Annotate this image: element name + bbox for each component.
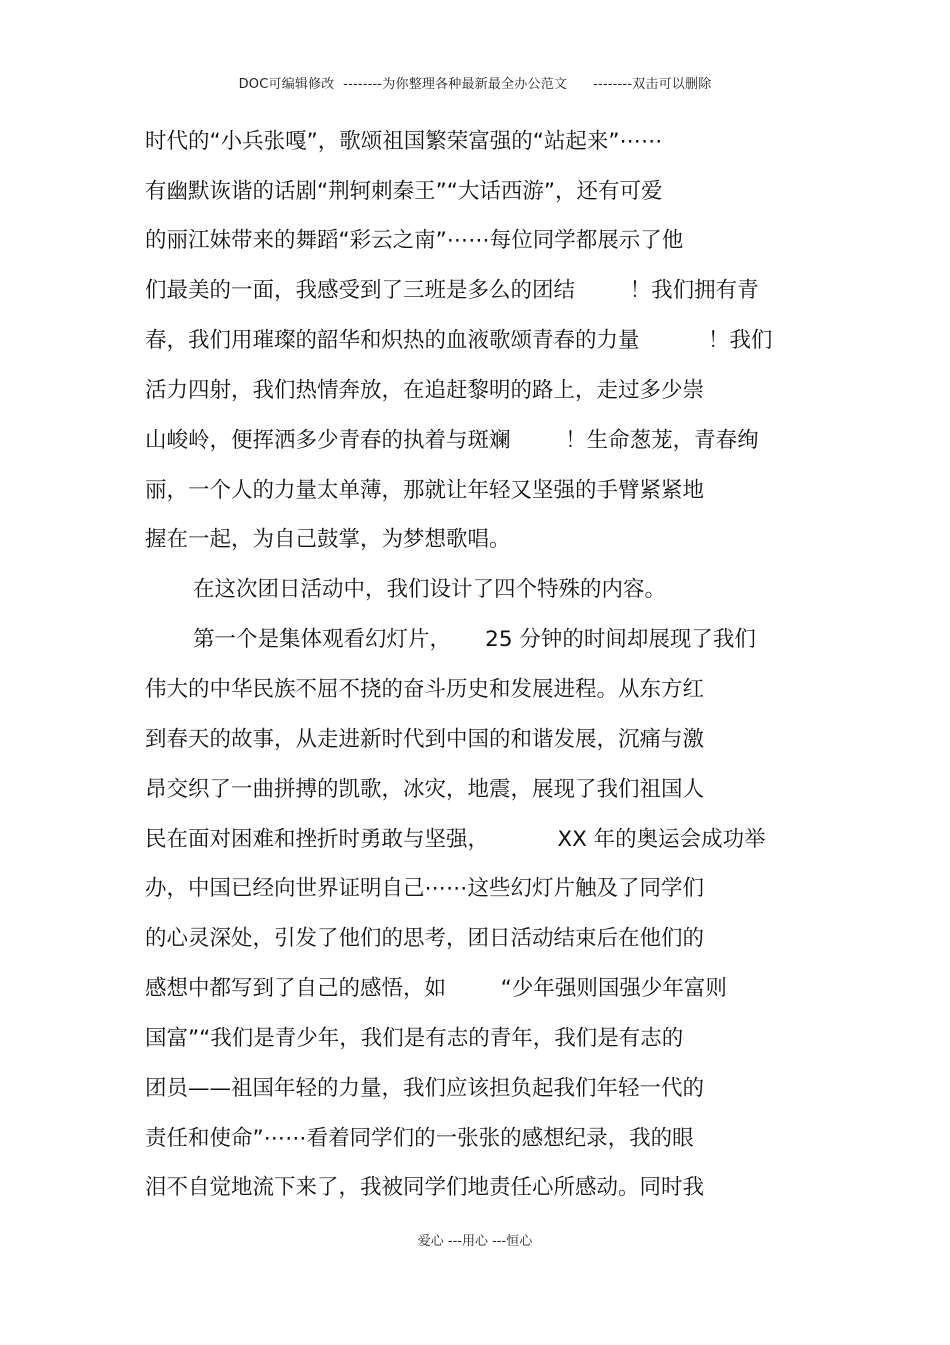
text-line: 的心灵深处，引发了他们的思考，团日活动结束后在他们的 — [145, 926, 705, 951]
document-header: DOC可编辑修改 --------为你整理各种最新最全办公范文 --------双击可以删除 — [238, 77, 712, 92]
text-line: 的丽江妹带来的舞蹈“彩云之南”⋯⋯每位同学都展示了他 — [145, 228, 684, 253]
text-line: 到春天的故事，从走进新时代到中国的和谐发展，沉痛与激 — [145, 727, 705, 752]
text-line: 办，中国已经向世界证明自己⋯⋯这些幻灯片触及了同学们 — [145, 876, 705, 901]
text-line: 丽，一个人的力量太单薄，那就让年轻又坚强的手臂紧紧地 — [145, 478, 705, 503]
text-line: 有幽默诙谐的话剧“荆轲刺秦王”“大话西游”，还有可爱 — [145, 179, 663, 204]
text-line: 们最美的一面，我感受到了三班是多么的团结 ！我们拥有青 — [145, 278, 759, 303]
text-line: 团员——祖国年轻的力量，我们应该担负起我们年轻一代的 — [145, 1076, 705, 1101]
text-line: 国富”“我们是青少年，我们是有志的青年，我们是有志的 — [145, 1026, 684, 1051]
text-line: 感想中都写到了自己的感悟，如 “少年强则国强少年富则 — [145, 976, 727, 1001]
document-footer: 爱心 ---用心 ---恒心 — [417, 1234, 533, 1249]
text-line: 责任和使命”⋯⋯看着同学们的一张张的感想纪录，我的眼 — [145, 1126, 694, 1151]
text-line: 昂交织了一曲拼搏的凯歌，冰灾，地震，展现了我们祖国人 — [145, 777, 705, 802]
text-line: 活力四射，我们热情奔放，在追赶黎明的路上，走过多少崇 — [145, 378, 705, 403]
text-line: 伟大的中华民族不屈不挠的奋斗历史和发展进程。从东方红 — [145, 677, 705, 702]
paragraph-start-line: 第一个是集体观看幻灯片， 25 分钟的时间却展现了我们 — [193, 627, 756, 652]
text-line: 山峻岭，便挥洒多少青春的执着与斑斓 ！生命葱茏，青春绚 — [145, 428, 759, 453]
text-line: 民在面对困难和挫折时勇敢与坚强， XX 年的奥运会成功举 — [145, 827, 766, 852]
text-line: 时代的“小兵张嘎”，歌颂祖国繁荣富强的“站起来”⋯⋯ — [145, 129, 663, 154]
text-line: 握在一起，为自己鼓掌，为梦想歌唱。 — [145, 527, 511, 552]
paragraph-start-line: 在这次团日活动中，我们设计了四个特殊的内容。 — [193, 577, 667, 602]
text-line: 春，我们用璀璨的韶华和炽热的血液歌颂青春的力量 ！我们 — [145, 328, 773, 353]
text-line: 泪不自觉地流下来了，我被同学们地责任心所感动。同时我 — [145, 1175, 705, 1200]
